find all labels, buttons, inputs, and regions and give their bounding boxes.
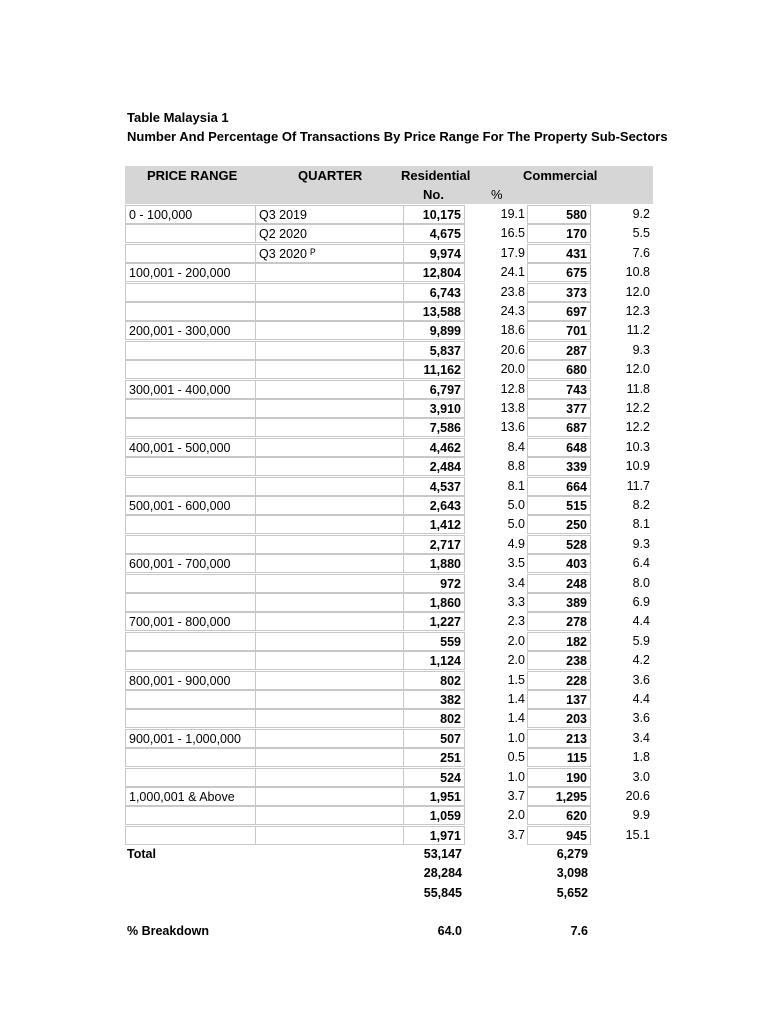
commercial-pct: 4.4 [632,614,650,628]
commercial-no: 203 [527,709,591,728]
empty-cell [255,283,404,302]
empty-cell [255,806,404,825]
empty-cell [255,341,404,360]
commercial-pct: 3.0 [632,770,650,784]
residential-no: 1,124 [403,651,465,670]
total-residential-2: 28,284 [423,866,462,880]
header-quarter: QUARTER [298,168,363,183]
residential-no: 1,860 [403,593,465,612]
commercial-pct: 6.9 [632,595,650,609]
residential-no: 2,643 [403,496,465,515]
commercial-no: 278 [527,612,591,631]
empty-cell [255,321,404,340]
empty-cell [255,496,404,515]
total-residential-3: 55,845 [423,886,462,900]
residential-no: 11,162 [403,360,465,379]
residential-no: 4,462 [403,438,465,457]
residential-pct: 2.0 [507,808,525,822]
residential-no: 12,804 [403,263,465,282]
table-header [125,166,653,204]
residential-no: 972 [403,574,465,593]
quarter-cell: Q2 2020 [255,224,404,243]
empty-cell [125,632,256,651]
empty-cell [125,244,256,263]
empty-cell [255,787,404,806]
empty-cell [125,360,256,379]
header-no: No. [423,187,444,202]
residential-pct: 5.0 [507,517,525,531]
commercial-pct: 5.5 [632,226,650,240]
residential-pct: 13.8 [500,401,525,415]
commercial-pct: 6.4 [632,556,650,570]
commercial-no: 1,295 [527,787,591,806]
empty-cell [255,399,404,418]
quarter-cell: Q3 2020 ᴾ [255,244,404,263]
residential-no: 9,899 [403,321,465,340]
commercial-no: 680 [527,360,591,379]
empty-cell [125,574,256,593]
commercial-no: 377 [527,399,591,418]
residential-pct: 8.8 [507,459,525,473]
commercial-pct: 9.2 [632,207,650,221]
price-range-cell: 100,001 - 200,000 [125,263,256,282]
residential-pct: 3.4 [507,576,525,590]
price-range-cell: 900,001 - 1,000,000 [125,729,256,748]
commercial-no: 664 [527,477,591,496]
commercial-pct: 12.2 [625,401,650,415]
header-commercial: Commercial [523,168,598,183]
price-range-cell: 800,001 - 900,000 [125,671,256,690]
commercial-no: 648 [527,438,591,457]
commercial-no: 389 [527,593,591,612]
residential-pct: 2.0 [507,634,525,648]
price-range-cell: 700,001 - 800,000 [125,612,256,631]
commercial-pct: 11.8 [626,382,650,396]
empty-cell [255,826,404,845]
commercial-no: 190 [527,768,591,787]
residential-no: 1,971 [403,826,465,845]
price-range-cell: 500,001 - 600,000 [125,496,256,515]
empty-cell [255,457,404,476]
commercial-pct: 10.3 [625,440,650,454]
commercial-pct: 3.6 [632,711,650,725]
residential-no: 1,059 [403,806,465,825]
residential-no: 802 [403,671,465,690]
residential-no: 4,537 [403,477,465,496]
commercial-no: 945 [527,826,591,845]
empty-cell [125,302,256,321]
empty-cell [125,806,256,825]
empty-cell [255,632,404,651]
commercial-pct: 9.3 [632,537,650,551]
commercial-pct: 8.0 [632,576,650,590]
residential-no: 7,586 [403,418,465,437]
empty-cell [255,671,404,690]
commercial-no: 182 [527,632,591,651]
residential-pct: 3.3 [507,595,525,609]
quarter-cell: Q3 2019 [255,205,404,224]
residential-no: 3,910 [403,399,465,418]
total-residential-1: 53,147 [423,847,462,861]
commercial-pct: 12.0 [625,285,650,299]
residential-no: 13,588 [403,302,465,321]
residential-pct: 1.4 [507,711,525,725]
commercial-no: 339 [527,457,591,476]
empty-cell [125,690,256,709]
residential-no: 1,227 [403,612,465,631]
commercial-pct: 10.9 [625,459,650,473]
empty-cell [255,651,404,670]
empty-cell [125,418,256,437]
breakdown-label: % Breakdown [127,924,209,938]
commercial-pct: 11.2 [626,323,650,337]
commercial-no: 580 [527,205,591,224]
commercial-no: 743 [527,380,591,399]
commercial-pct: 12.2 [625,420,650,434]
empty-cell [125,593,256,612]
price-range-cell: 200,001 - 300,000 [125,321,256,340]
table-title: Table Malaysia 1 [127,110,229,125]
empty-cell [255,302,404,321]
residential-no: 9,974 [403,244,465,263]
empty-cell [125,748,256,767]
residential-pct: 4.9 [507,537,525,551]
commercial-pct: 4.2 [632,653,650,667]
empty-cell [255,418,404,437]
residential-no: 4,675 [403,224,465,243]
commercial-pct: 8.1 [632,517,650,531]
commercial-pct: 3.4 [632,731,650,745]
residential-no: 6,797 [403,380,465,399]
total-commercial-3: 5,652 [556,886,588,900]
empty-cell [125,535,256,554]
residential-no: 10,175 [403,205,465,224]
commercial-no: 701 [527,321,591,340]
empty-cell [125,283,256,302]
residential-no: 382 [403,690,465,709]
empty-cell [255,535,404,554]
residential-pct: 2.0 [507,653,525,667]
residential-pct: 19.1 [500,207,525,221]
header-price-range: PRICE RANGE [147,168,238,183]
empty-cell [125,399,256,418]
residential-no: 1,412 [403,515,465,534]
residential-pct: 12.8 [500,382,525,396]
empty-cell [255,380,404,399]
empty-cell [255,438,404,457]
total-commercial-1: 6,279 [556,847,588,861]
residential-no: 2,717 [403,535,465,554]
empty-cell [255,593,404,612]
commercial-no: 238 [527,651,591,670]
breakdown-residential: 64.0 [437,924,462,938]
commercial-no: 115 [527,748,591,767]
empty-cell [255,515,404,534]
empty-cell [255,554,404,573]
empty-cell [125,477,256,496]
residential-pct: 23.8 [500,285,525,299]
residential-pct: 2.3 [507,614,525,628]
commercial-pct: 9.9 [632,808,650,822]
commercial-no: 515 [527,496,591,515]
commercial-no: 137 [527,690,591,709]
empty-cell [125,709,256,728]
commercial-no: 620 [527,806,591,825]
empty-cell [125,515,256,534]
residential-no: 1,880 [403,554,465,573]
residential-pct: 20.6 [500,343,525,357]
residential-pct: 1.0 [507,770,525,784]
residential-no: 2,484 [403,457,465,476]
residential-pct: 1.4 [507,692,525,706]
commercial-no: 287 [527,341,591,360]
residential-pct: 13.6 [500,420,525,434]
commercial-no: 431 [527,244,591,263]
residential-pct: 16.5 [500,226,525,240]
header-residential: Residential [401,168,471,183]
residential-pct: 24.3 [500,304,525,318]
commercial-no: 373 [527,283,591,302]
residential-pct: 8.1 [507,479,525,493]
residential-no: 507 [403,729,465,748]
residential-no: 559 [403,632,465,651]
price-range-cell: 0 - 100,000 [125,205,256,224]
header-pct: % [491,187,503,202]
commercial-no: 170 [527,224,591,243]
empty-cell [255,748,404,767]
empty-cell [255,574,404,593]
residential-pct: 5.0 [507,498,525,512]
commercial-no: 675 [527,263,591,282]
residential-no: 802 [403,709,465,728]
table-subtitle: Number And Percentage Of Transactions By Price Range For The Property Sub-Sectors [127,129,668,144]
price-range-cell: 1,000,001 & Above [125,787,256,806]
residential-pct: 1.0 [507,731,525,745]
empty-cell [255,709,404,728]
empty-cell [255,360,404,379]
commercial-pct: 11.7 [626,479,650,493]
commercial-pct: 12.0 [625,362,650,376]
empty-cell [125,651,256,670]
commercial-no: 248 [527,574,591,593]
empty-cell [125,341,256,360]
residential-pct: 17.9 [500,246,525,260]
empty-cell [125,457,256,476]
commercial-pct: 3.6 [632,673,650,687]
residential-no: 251 [403,748,465,767]
residential-pct: 8.4 [507,440,525,454]
commercial-no: 213 [527,729,591,748]
price-range-cell: 400,001 - 500,000 [125,438,256,457]
commercial-pct: 4.4 [632,692,650,706]
residential-pct: 3.5 [507,556,525,570]
commercial-pct: 8.2 [632,498,650,512]
commercial-no: 403 [527,554,591,573]
residential-pct: 18.6 [500,323,525,337]
empty-cell [255,768,404,787]
empty-cell [255,690,404,709]
commercial-no: 228 [527,671,591,690]
empty-cell [125,768,256,787]
total-commercial-2: 3,098 [556,866,588,880]
residential-pct: 20.0 [500,362,525,376]
empty-cell [255,477,404,496]
commercial-pct: 12.3 [625,304,650,318]
residential-pct: 3.7 [507,828,525,842]
commercial-pct: 15.1 [625,828,650,842]
commercial-pct: 7.6 [632,246,650,260]
empty-cell [255,612,404,631]
empty-cell [125,224,256,243]
commercial-pct: 1.8 [632,750,650,764]
commercial-no: 687 [527,418,591,437]
residential-no: 6,743 [403,283,465,302]
residential-no: 1,951 [403,787,465,806]
price-range-cell: 300,001 - 400,000 [125,380,256,399]
residential-no: 5,837 [403,341,465,360]
residential-pct: 3.7 [507,789,525,803]
empty-cell [255,263,404,282]
price-range-cell: 600,001 - 700,000 [125,554,256,573]
breakdown-commercial: 7.6 [570,924,588,938]
commercial-no: 250 [527,515,591,534]
commercial-no: 697 [527,302,591,321]
commercial-pct: 5.9 [632,634,650,648]
commercial-pct: 9.3 [632,343,650,357]
total-label: Total [127,847,156,861]
residential-pct: 1.5 [507,673,525,687]
empty-cell [125,826,256,845]
empty-cell [255,729,404,748]
commercial-no: 528 [527,535,591,554]
residential-pct: 0.5 [507,750,525,764]
residential-pct: 24.1 [500,265,525,279]
commercial-pct: 10.8 [625,265,650,279]
commercial-pct: 20.6 [625,789,650,803]
residential-no: 524 [403,768,465,787]
